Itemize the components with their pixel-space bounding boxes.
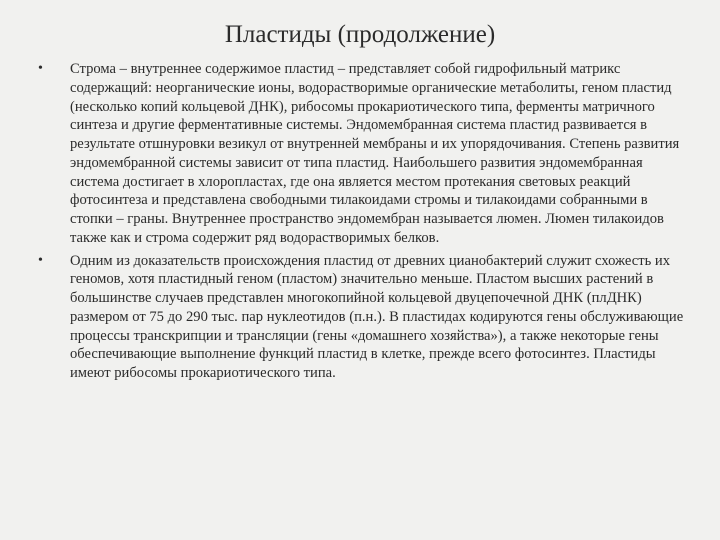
slide-title: Пластиды (продолжение)	[224, 21, 496, 48]
bullet-list	[38, 60, 688, 387]
bullet-icon: •	[38, 252, 43, 268]
bullet-item-genome	[38, 252, 688, 383]
bullet-text-genome: Одним из доказательств происхождения пластид от древних цианобактерий служит схожесть их геномов, хотя пластидный геном (пластом) значительно меньше. Пластом высших растений в большинстве случаев представлен многокопийной кольцевой двуцепочечной ДНК (плДНК) размером от 75 до 290 тыс. пар нуклеотидов (п.н.). В пластидах кодируются гены обслуживающие процессы транскрипции и трансляции (гены «домашнего хозяйства»), а также некоторые гены обеспечивающие выполнение функций пластид в клетке, прежде всего фотосинтез. Пластиды имеют рибосомы прокариотического типа.	[70, 252, 684, 381]
bullet-item-stroma	[38, 60, 688, 248]
bullet-text-stroma: Строма – внутреннее содержимое пластид – представляет собой гидрофильный матрикс содержащий: неорганические ионы, водорастворимые органические метаболиты, геном пластид (несколько копий кольцевой ДНК), рибосомы прокариотического типа, ферменты матричного синтеза и другие ферментативные системы. Эндомембранная система пластид развивается в результате отшнуровки везикул от внутренней мембраны и их упорядочивания. Степень развития эндомембранной системы зависит от типа пластид. Наибольшего развития эндомембранная система достигает в хлоропластах, где она является местом протекания световых реакций фотосинтеза и представлена свободными тилакоидами стромы и тилакоидами собранными в стопки – граны. Внутреннее пространство эндомембран называется люмен. Люмен тилакоидов также как и строма содержит ряд водорастворимых белков.	[70, 61, 680, 246]
bullet-icon: •	[38, 61, 43, 76]
